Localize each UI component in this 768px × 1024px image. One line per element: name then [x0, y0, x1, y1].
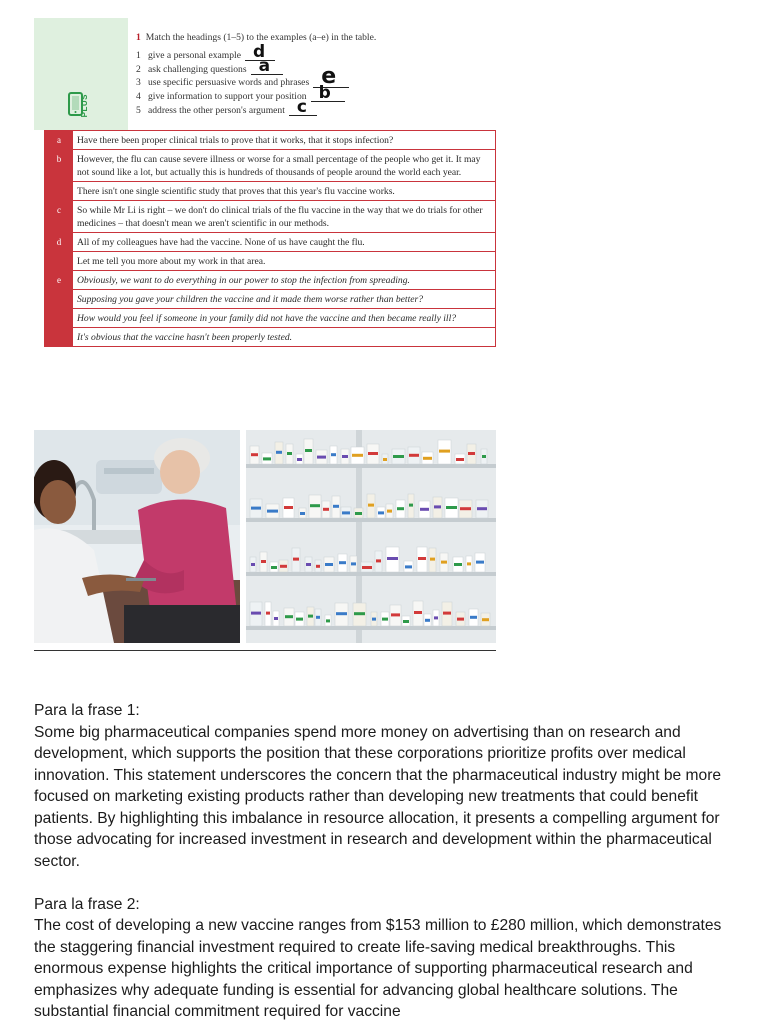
phrase-1-paragraph: Some big pharmaceutical companies spend more money on advertising than on research and development, which supports the position that these corporations prioritize profits over medical innovation. This statement underscores the concern that the pharmaceutical industry might be more focused on marketing existing products rather than developing new treatments that could benefit patients. By highlighting this imbalance in resource allocation, it presents a compelling argument for those advocating for increased investment in research and development within the pharmaceutical sector. [34, 723, 722, 870]
table-cell: It's obvious that the vaccine hasn't been properly tested. [77, 332, 293, 343]
photos-row [34, 430, 496, 643]
examples-table [44, 130, 496, 347]
plus-sidebar [34, 18, 128, 130]
handwritten-answer: b [318, 83, 331, 104]
heading-text: ask challenging questions [148, 63, 247, 75]
table-cell: Supposing you gave your children the vaccine and it made them worse rather than better? [73, 290, 495, 309]
headings-list [136, 41, 496, 117]
row-letter: d [45, 233, 73, 270]
plus-label: PLUS [80, 94, 89, 118]
vaccination-photo [34, 430, 240, 643]
heading-text: give a personal example [148, 49, 241, 61]
phrase-2-heading: Para la frase 2: [34, 895, 140, 913]
heading-text: use specific persuasive words and phrases [148, 77, 310, 89]
row-letter: e [45, 271, 73, 346]
handwritten-answer: d [252, 41, 266, 62]
row-letter: c [45, 201, 73, 232]
table-cell: There isn't one single scientific study that proves that this year's flu vaccine works. [77, 186, 395, 197]
exercise-instruction [136, 32, 496, 43]
row-letter: b [45, 150, 73, 200]
table-cell: Have there been proper clinical trials to prove that it works, that it stops infection? [77, 135, 394, 146]
heading-item [136, 41, 496, 62]
row-letter: a [45, 131, 73, 149]
handwritten-answer: c [296, 96, 307, 117]
instruction-text: Match the headings (1–5) to the examples (a–e) in the table. [145, 32, 377, 43]
exercise-block [136, 32, 496, 116]
table-row [45, 271, 495, 346]
handwritten-answer: e [321, 64, 337, 90]
heading-number: 2 [136, 63, 141, 75]
answer-text [34, 700, 740, 1023]
table-cell: All of my colleagues have had the vaccine. None of us have caught the flu. [73, 233, 495, 252]
phrase-1-heading: Para la frase 1: [34, 702, 140, 719]
exercise-number: 1 [136, 32, 141, 43]
table-cell: So while Mr Li is right – we don't do clinical trials of the flu vaccine in the way that we do trials for other medicines – that doesn't mean we aren't scientific in our methods. [77, 205, 483, 229]
table-row [45, 131, 495, 150]
heading-text: address the other person's argument [148, 104, 285, 116]
handwritten-answer: a [258, 55, 271, 76]
table-cell: However, the flu can cause severe illness or worse for a small percentage of the people who get it. It may not sound like a lot, but actually this is hundreds of thousands of people around the world each year. [73, 150, 495, 182]
table-row [45, 233, 495, 271]
heading-number: 4 [136, 91, 141, 103]
heading-text: give information to support your position [148, 91, 307, 103]
phrase-2-paragraph: The cost of developing a new vaccine ranges from $153 million to £280 million, which demonstrates the staggering financial investment required to create life-saving medical breakthroughs. This enormous expense highlights the critical importance of supporting pharmaceutical research and emphasizes why adequate funding is essential for advancing global healthcare solutions. The substantial financial commitment required for vaccine [34, 917, 722, 1020]
heading-number: 5 [136, 104, 141, 116]
table-cell: How would you feel if someone in your family did not have the vaccine and then became really ill? [73, 309, 495, 328]
pharmacy-shelves-photo [246, 430, 496, 643]
textbook-page-scan [34, 18, 496, 418]
table-row [45, 150, 495, 201]
heading-number: 3 [136, 77, 141, 89]
table-cell: Obviously, we want to do everything in our power to stop the infection from spreading. [73, 271, 495, 290]
section-divider [34, 650, 496, 651]
heading-number: 1 [136, 49, 141, 61]
table-cell: Let me tell you more about my work in that area. [77, 256, 266, 267]
table-row [45, 201, 495, 233]
